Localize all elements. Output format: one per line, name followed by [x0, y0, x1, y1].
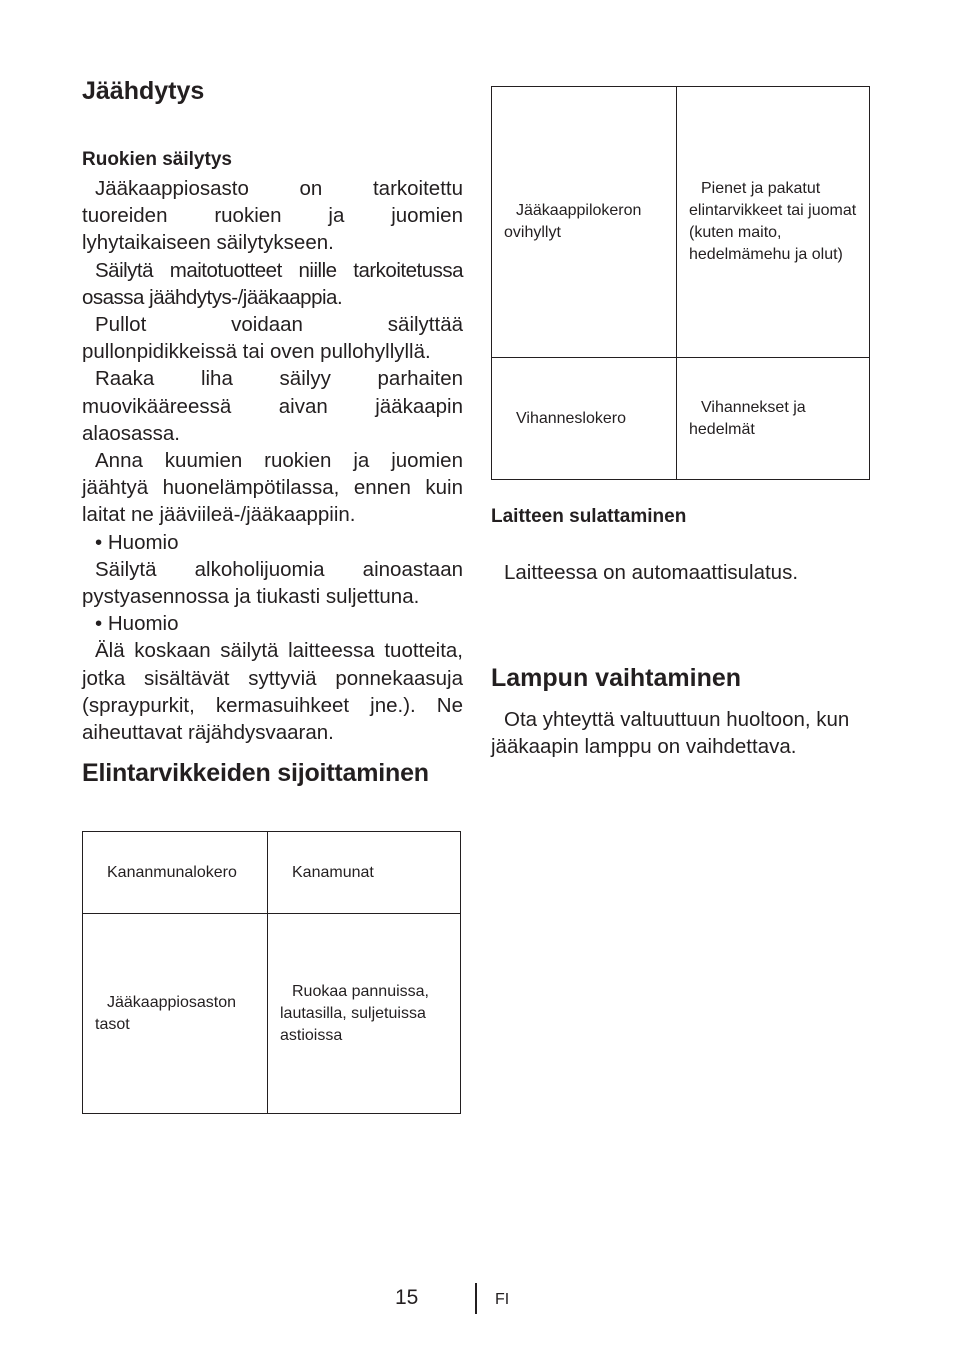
- footer-divider: [475, 1283, 477, 1314]
- table-cell-place: Jääkaappilokeron ovihyllyt: [492, 87, 677, 358]
- placement-table-left: [82, 831, 461, 1114]
- food-storage-body: [82, 175, 463, 746]
- section-heading-food-placement: Elintarvikkeiden sijoittaminen: [82, 759, 429, 787]
- table-cell-contents: Pienet ja pakatut elintarvikkeet tai juomat (kuten maito, hedelmämehu ja olut): [677, 87, 870, 358]
- note-label: • Huomio: [95, 612, 179, 636]
- table-cell-place: Kananmunalokero: [83, 832, 268, 914]
- paragraph: Raaka liha säilyy parhaiten muovikääreessä aivan jääkaapin alaosassa.: [82, 367, 463, 445]
- placement-table-right: [491, 86, 870, 480]
- table-row: [83, 832, 461, 914]
- paragraph: Jääkaappiosasto on tarkoitettu tuoreiden ruokien ja juomien lyhytaikaiseen säilytykseen.: [82, 177, 463, 255]
- defrost-body: [491, 559, 876, 586]
- subheading-defrosting: Laitteen sulattaminen: [491, 506, 687, 527]
- paragraph: Anna kuumien ruokien ja juomien jäähtyä huonelämpötilassa, ennen kuin laitat ne jääviileä-/jääkaappiin.: [82, 449, 463, 527]
- table-cell-place: Jääkaappiosaston tasot: [83, 914, 268, 1114]
- subheading-food-storage: Ruokien säilytys: [82, 149, 232, 170]
- section-heading-cooling: Jäähdytys: [82, 77, 205, 105]
- note-text: Säilytä alkoholijuomia ainoastaan pystyasennossa ja tiukasti suljettuna.: [82, 557, 463, 609]
- table-cell-contents: Vihannekset ja hedelmät: [677, 358, 870, 480]
- table-cell-contents: Ruokaa pannuissa, lautasilla, suljetuissa astioissa: [268, 914, 461, 1114]
- table-row: [492, 358, 870, 480]
- paragraph: Laitteessa on automaattisulatus.: [504, 561, 799, 584]
- table-cell-place: Vihanneslokero: [492, 358, 677, 480]
- note-label: • Huomio: [95, 530, 179, 554]
- language-code: FI: [495, 1291, 510, 1308]
- paragraph: Säilytä maitotuotteet niille tarkoitetussa osassa jäähdytys-/jääkaappia.: [82, 258, 463, 309]
- section-heading-lamp-replacement: Lampun vaihtaminen: [491, 664, 742, 692]
- lamp-body: [491, 706, 876, 760]
- table-row: [492, 87, 870, 358]
- table-row: [83, 914, 461, 1114]
- page-number: 15: [395, 1286, 419, 1309]
- note-text: Älä koskaan säilytä laitteessa tuotteita, jotka sisältävät syttyviä ponnekaasuja (spraypurkit, kermasuihkeet jne.). Ne aiheuttavat räjähdysvaaran.: [82, 639, 463, 745]
- table-cell-contents: Kanamunat: [268, 832, 461, 914]
- paragraph: Ota yhteyttä valtuuttuun huoltoon, kun jääkaapin lamppu on vaihdettava.: [491, 708, 850, 759]
- paragraph: Pullot voidaan säilyttää pullonpidikkeissä tai oven pullohyllyllä.: [82, 313, 463, 364]
